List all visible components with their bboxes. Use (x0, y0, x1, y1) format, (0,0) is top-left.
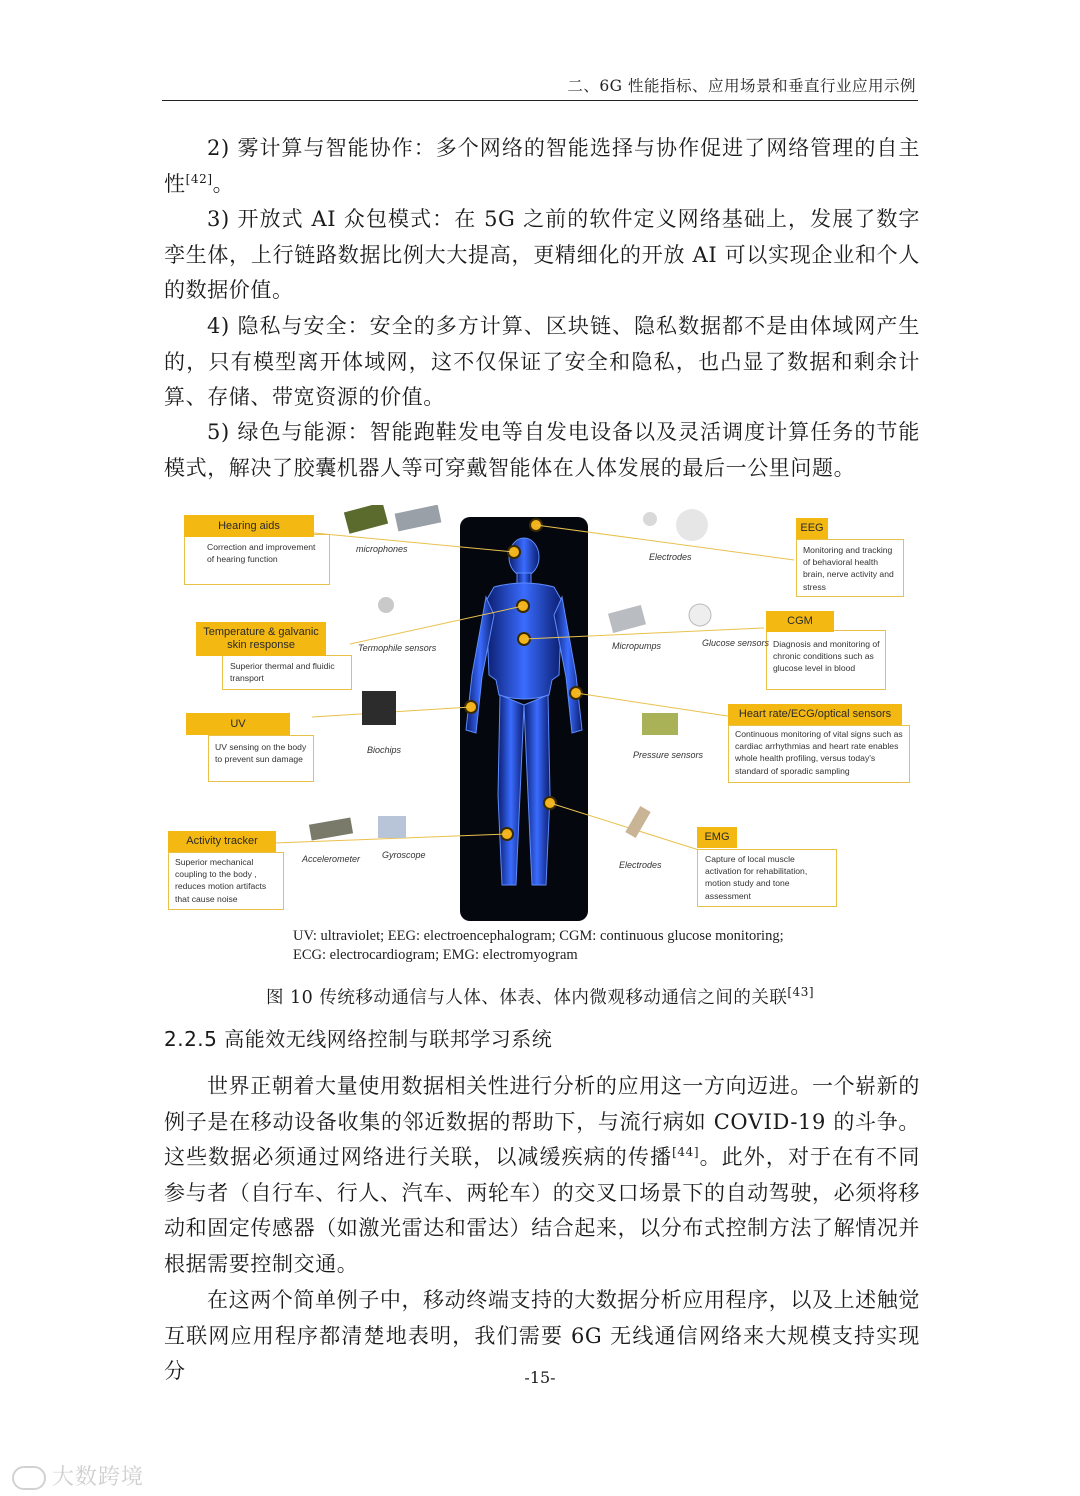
label-biochips: Biochips (367, 745, 402, 755)
activity-tracker-desc: Superior mechanical coupling to the body , reduces motion artifacts that cause noise (175, 857, 267, 904)
figure-caption (0, 984, 1080, 1009)
eeg-desc: Monitoring and tracking of behavioral health brain, nerve activity and stress (803, 545, 894, 592)
paragraph-green-energy (164, 415, 920, 486)
paragraph-text: 4) 隐私与安全：安全的多方计算、区块链、隐私数据都不是由体域网产生的，只有模型离开体域网，这不仅保证了安全和隐私，也凸显了数据和剩余计算、存储、带宽资源的价值。 (164, 314, 920, 410)
paragraph-text: 在这两个简单例子中，移动终端支持的大数据分析应用程序，以及上述触觉互联网应用程序都清楚地表明，我们需要 6G 无线通信网络来大规模支持实现分 (164, 1288, 920, 1384)
temperature-desc: Superior thermal and fluidic transport (230, 661, 335, 684)
label-microphones: microphones (356, 544, 408, 554)
eeg-title: EEG (796, 518, 828, 539)
paragraph-text: 5) 绿色与能源：智能跑鞋发电等自发电设备以及灵活调度计算任务的节能模式，解决了胶囊机器人等可穿戴智能体在人体发展的最后一公里问题。 (164, 420, 920, 480)
emg-title: EMG (697, 827, 737, 848)
watermark-text: 大数跨境 (52, 1465, 145, 1490)
citation-ref: [43] (787, 985, 815, 1000)
figure-abbreviations (293, 927, 853, 964)
watermark (12, 1460, 144, 1491)
page-number: -15- (524, 1368, 556, 1387)
figure-caption-text: 图 10 传统移动通信与人体、体表、体内微观移动通信之间的关联 (265, 988, 788, 1008)
biochip-icon (362, 691, 396, 725)
gyroscope-icon (378, 816, 406, 838)
pressure-sensor-icon (642, 713, 678, 735)
paragraph-fog-computing (164, 131, 920, 202)
abbrev-line-1: UV: ultraviolet; EEG: electroencephalogram; CGM: continuous glucose monitoring; (293, 928, 784, 944)
header-title: 二、6G 性能指标、应用场景和垂直行业应用示例 (567, 77, 916, 95)
heart-rate-title: Heart rate/ECG/optical sensors (728, 704, 902, 725)
paragraph-open-ai (164, 202, 920, 309)
cgm-desc: Diagnosis and monitoring of chronic conditions such as glucose level in blood (773, 639, 880, 674)
citation-ref: [44] (672, 1145, 700, 1160)
microphone-sensor-icon (395, 505, 442, 531)
hearing-aids-title: Hearing aids (184, 515, 314, 537)
watermark-logo-icon (12, 1466, 46, 1490)
citation-ref: [42] (185, 171, 213, 186)
micropump-icon (608, 605, 646, 633)
heart-rate-desc: Continuous monitoring of vital signs such as cardiac arrhythmias and heart rate enables whole health profiling, versus today's standard of sporadic sampling (735, 729, 903, 776)
paragraph-text-end: 。 (212, 171, 235, 196)
label-micropumps: Micropumps (612, 641, 662, 651)
section-heading: 2.2.5 高能效无线网络控制与联邦学习系统 (164, 1027, 553, 1051)
microphone-chip-icon (344, 505, 388, 534)
label-accelerometer: Accelerometer (302, 854, 361, 864)
abbrev-line-2: ECG: electrocardiogram; EMG: electromyogram (293, 946, 578, 963)
eeg-headset-icon (676, 509, 708, 541)
activity-tracker-title: Activity tracker (168, 831, 276, 852)
figure-body-sensors (164, 505, 920, 923)
paragraph-data-correlation (164, 1069, 920, 1283)
uv-title: UV (186, 713, 290, 735)
running-header (162, 70, 918, 101)
label-glucose: Glucose sensors (702, 638, 770, 648)
label-pressure: Pressure sensors (633, 750, 704, 760)
label-termophile: Termophile sensors (358, 643, 437, 653)
glucose-sensor-icon (689, 604, 711, 626)
electrode-icon (643, 512, 657, 526)
paragraph-text: 2) 雾计算与智能协作：多个网络的智能选择与协作促进了网络管理的自主性 (164, 136, 920, 196)
uv-desc: UV sensing on the body to prevent sun damage (215, 742, 307, 765)
paragraph-privacy (164, 309, 920, 416)
emg-desc: Capture of local muscle activation for rehabilitation, motion study and tone assessment (705, 854, 808, 901)
accelerometer-icon (309, 817, 353, 840)
hearing-aids-desc: Correction and improvement of hearing function (207, 542, 316, 565)
paragraph-text-end: 。此外，对于在有不同参与者（自行车、行人、汽车、两轮车）的交叉口场景下的自动驾驶，必须将移动和固定传感器（如激光雷达和雷达）结合起来，以分布式控制方法了解情况并根据需要控制交通。 (164, 1145, 920, 1276)
label-gyroscope: Gyroscope (382, 850, 426, 860)
label-electrodes-bottom: Electrodes (619, 860, 662, 870)
paragraph-text: 3) 开放式 AI 众包模式：在 5G 之前的软件定义网络基础上，发展了数字孪生体，上行链路数据比例大大提高，更精细化的开放 AI 可以实现企业和个人的数据价值。 (164, 207, 920, 303)
cgm-title: CGM (766, 611, 834, 632)
temperature-title: Temperature & galvanic skin response (196, 622, 326, 656)
label-electrodes-top: Electrodes (649, 552, 692, 562)
paragraph-text: 世界正朝着大量使用数据相关性进行分析的应用这一方向迈进。一个崭新的例子是在移动设备收集的邻近数据的帮助下，与流行病如 COVID-19 的斗争。这些数据必须通过网络进行关联，以减缓疾病的传播 (164, 1074, 920, 1170)
termophile-sensor-icon (378, 597, 394, 613)
